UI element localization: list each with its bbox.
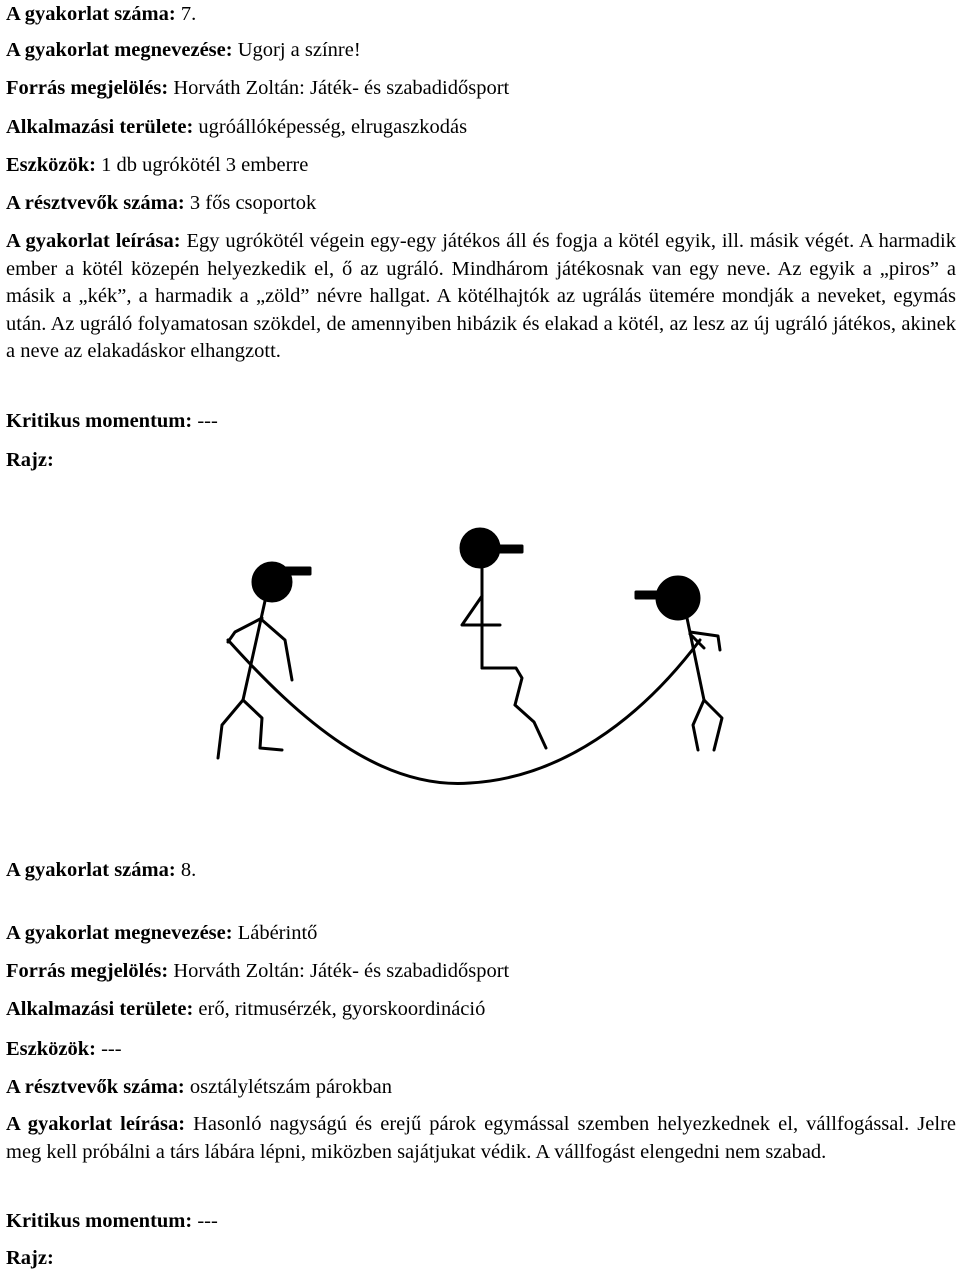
ex7-source: Forrás megjelölés: Horváth Zoltán: Játék- és szabadidősport <box>6 77 510 99</box>
ex7-tools: Eszközök: 1 db ugrókötél 3 emberre <box>6 154 309 176</box>
left-figure-body <box>243 601 265 700</box>
ex8-number: A gyakorlat száma: 8. <box>6 859 197 881</box>
ex7-area: Alkalmazási területe: ugróállóképesség, elrugaszkodás <box>6 116 468 138</box>
rope <box>228 640 700 783</box>
right-figure-leg-front <box>704 700 722 750</box>
ex8-critical: Kritikus momentum: --- <box>6 1210 218 1232</box>
middle-figure-leg-lower <box>515 705 546 748</box>
ex7-participants: A résztvevők száma: 3 fős csoportok <box>6 192 317 214</box>
ex8-participants: A résztvevők száma: osztálylétszám párokban <box>6 1076 392 1098</box>
left-figure-leg-back <box>218 700 243 758</box>
ex8-name: A gyakorlat megnevezése: Lábérintő <box>6 922 318 944</box>
right-figure-cap <box>636 592 668 598</box>
right-figure-leg-back <box>693 700 704 750</box>
ex8-description: A gyakorlat leírása: Hasonló nagyságú és erejű párok egymással szemben helyezkednek el, vállfogással. Jelre meg kell próbálni a társ lábára lépni, miközben sajátjukat védik. A vállfogást elengedni nem szabad. <box>6 1113 956 1163</box>
ex7-critical: Kritikus momentum: --- <box>6 410 218 432</box>
right-figure <box>636 576 722 750</box>
ex7-drawing-label: Rajz: <box>6 449 54 471</box>
right-figure-body <box>687 618 704 700</box>
ex8-source: Forrás megjelölés: Horváth Zoltán: Játék- és szabadidősport <box>6 960 510 982</box>
ex7-name: A gyakorlat megnevezése: Ugorj a színre! <box>6 39 361 61</box>
middle-figure-cap <box>488 546 522 552</box>
ex8-drawing-label: Rajz: <box>6 1247 54 1269</box>
ex8-tools: Eszközök: --- <box>6 1038 122 1060</box>
ex7-description: A gyakorlat leírása: Egy ugrókötél végein egy-egy játékos áll és fogja a kötél egyik, ill. másik végét. A harmadik ember a kötél közepén helyezkedik el, ő az ugráló. Mindhárom játékosnak van egy neve. Az egyik a „piros” a másik a „kék”, a harmadik a „zöld” névre hallgat. A kötélhajtók az ugrálás ütemére mondják a neveket, egymás után. Az ugráló folyamatosan szökdel, de amennyiben hibázik és elakad a kötél, az lesz az új ugráló játékos, akinek a neve az elakadáskor elhangzott. <box>6 230 956 362</box>
ex7-number: A gyakorlat száma: 7. <box>6 3 197 25</box>
left-figure <box>218 562 310 758</box>
middle-figure <box>460 528 546 748</box>
left-figure-cap <box>280 568 310 574</box>
left-figure-leg-front <box>243 700 282 750</box>
left-figure-arm-front <box>262 620 292 680</box>
ex8-area: Alkalmazási területe: erő, ritmusérzék, gyorskoordináció <box>6 998 486 1020</box>
middle-figure-leg-upper <box>482 668 522 705</box>
